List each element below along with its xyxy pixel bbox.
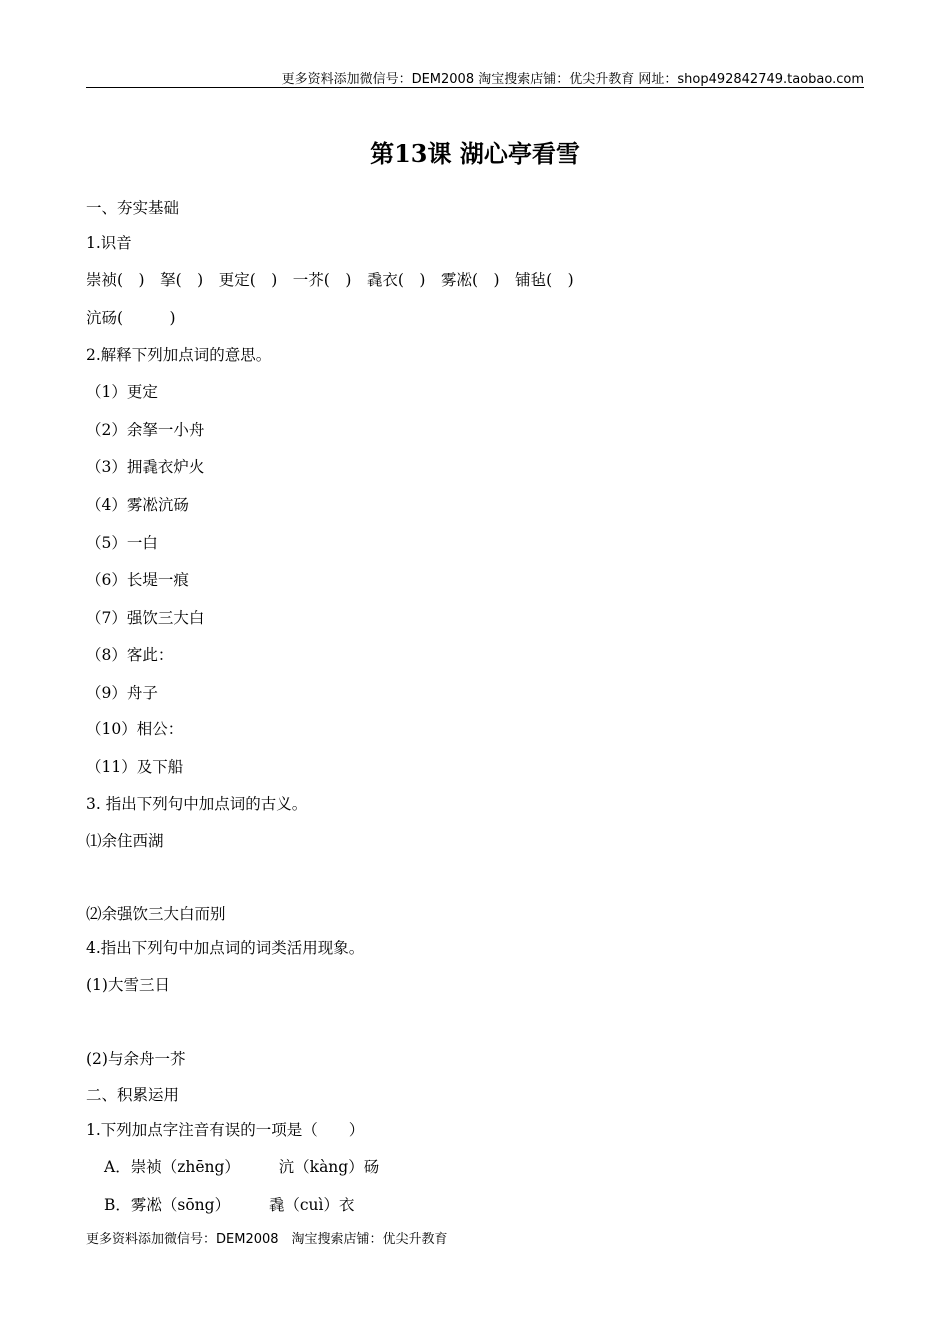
list-item: （4）雾凇沆砀 xyxy=(86,496,189,514)
question-label: 4.指出下列句中加点词的词类活用现象。 xyxy=(86,939,365,957)
question-label: 2.解释下列加点词的意思。 xyxy=(86,346,272,364)
list-item: ⑴余住西湖 xyxy=(86,832,164,850)
list-item: （8）客此： xyxy=(86,646,174,664)
list-item: （1）更定 xyxy=(86,383,158,401)
list-item: （3）拥毳衣炉火 xyxy=(86,458,205,476)
list-item: （5）一白 xyxy=(86,534,158,552)
header-rule xyxy=(86,87,864,88)
list-item: (2)与余舟一芥 xyxy=(86,1050,186,1068)
list-item: （2）余拏一小舟 xyxy=(86,421,205,439)
question-label: 1.识音 xyxy=(86,234,132,252)
option-b: B．雾凇（sōng） 毳（cuì）衣 xyxy=(104,1196,355,1214)
page-header: 更多资料添加微信号：DEM2008 淘宝搜索店铺：优尖升教育 网址：shop492842749.taobao.com xyxy=(281,72,864,87)
option-a: A．崇祯（zhēng） 沆（kàng）砀 xyxy=(104,1158,380,1176)
list-item: (1)大雪三日 xyxy=(86,976,170,994)
list-item: （9）舟子 xyxy=(86,684,158,702)
page-footer: 更多资料添加微信号：DEM2008 淘宝搜索店铺：优尖升教育 xyxy=(86,1232,448,1247)
pronunciation-line: 沆砀( ) xyxy=(86,309,176,327)
list-item: （6）长堤一痕 xyxy=(86,571,189,589)
list-item: （7）强饮三大白 xyxy=(86,609,205,627)
list-item: （11）及下船 xyxy=(86,758,184,776)
list-item: （10）相公： xyxy=(86,720,184,738)
list-item: ⑵余强饮三大白而别 xyxy=(86,905,226,923)
lesson-title: 第13课 湖心亭看雪 xyxy=(370,139,580,168)
question-label: 3. 指出下列句中加点词的古义。 xyxy=(86,795,308,813)
section-heading-application: 二、积累运用 xyxy=(86,1086,180,1104)
pronunciation-line: 崇祯( ) 拏( ) 更定( ) 一芥( ) 毳衣( ) 雾凇( ) 铺毡( ) xyxy=(86,271,574,289)
section-heading-basics: 一、夯实基础 xyxy=(86,199,180,217)
question-label: 1.下列加点字注音有误的一项是（ ） xyxy=(86,1121,365,1139)
